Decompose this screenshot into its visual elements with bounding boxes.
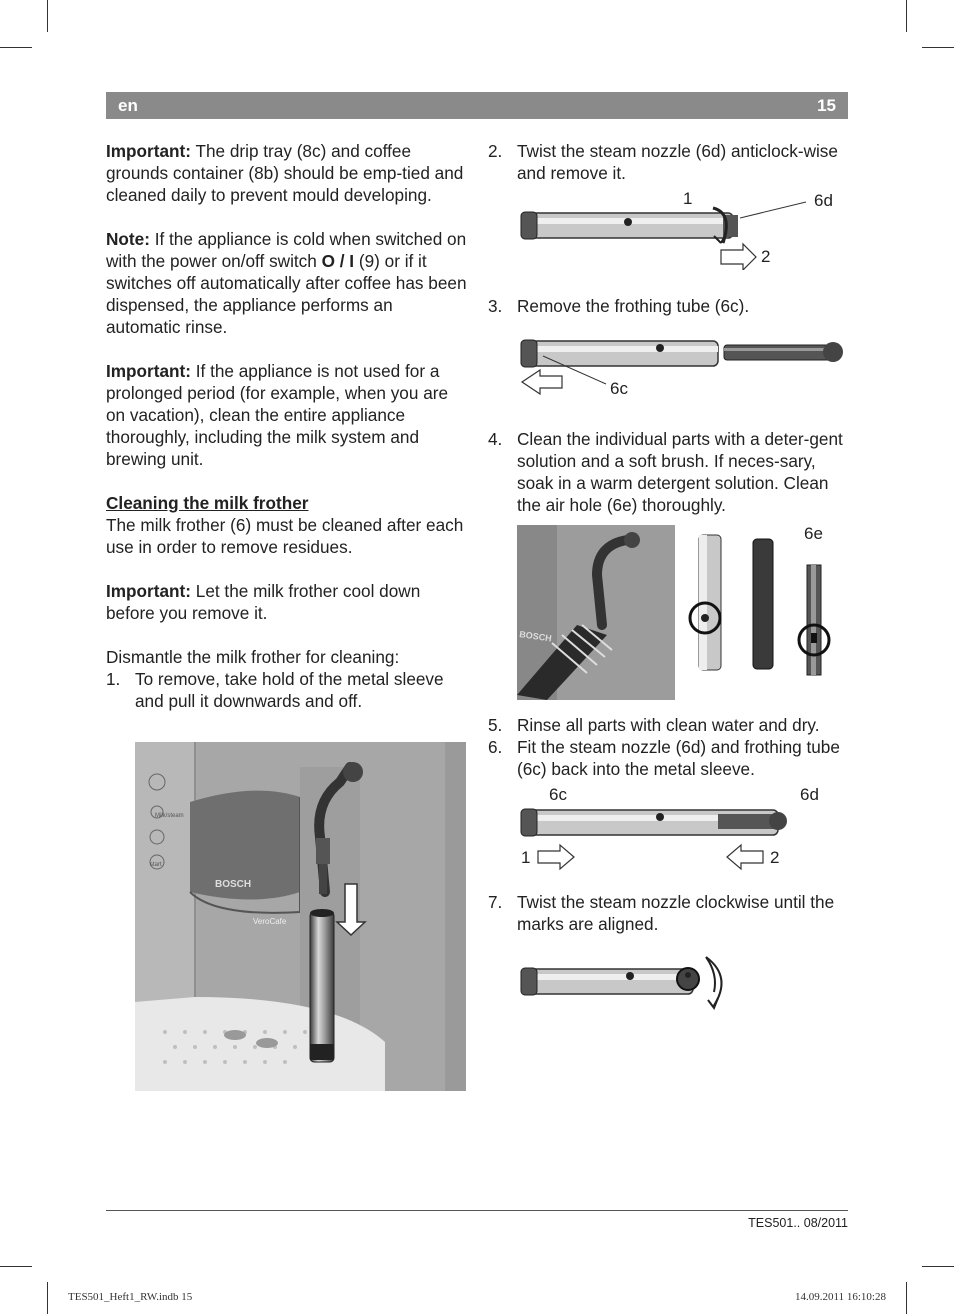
cleaning-parts-figure <box>517 525 848 701</box>
step-text: Remove the frothing tube (6c). <box>517 296 750 316</box>
figure-label: 1 <box>683 189 693 208</box>
print-slug-file: TES501_Heft1_RW.indb 15 <box>68 1291 193 1303</box>
figure-label: 6c <box>549 785 567 804</box>
page-header <box>106 92 848 119</box>
button-label-start: start <box>150 862 162 868</box>
right-column-step7 <box>488 891 848 935</box>
right-column-step5-6 <box>488 714 848 780</box>
crop-mark <box>922 1266 954 1267</box>
step-number: 1. <box>106 669 121 689</box>
crop-mark <box>906 1282 907 1314</box>
step-text: Fit the steam nozzle (6d) and frothing tube (6c) back into the metal sleeve. <box>517 737 840 779</box>
step-text: Twist the steam nozzle clockwise until the marks are aligned. <box>517 892 835 934</box>
step-number: 5. <box>488 715 503 735</box>
crop-mark <box>0 47 32 48</box>
paragraph-text: If the appliance is not used for a prolonged period (for example, when you are on vacation), clean the entire appliance thoroughly, including the milk system and brewing unit. <box>106 361 449 469</box>
important-label: Important: <box>106 361 191 381</box>
print-slug-timestamp: 14.09.2011 16:10:28 <box>795 1291 886 1303</box>
paragraph-text: Let the milk frother cool down before you remove it. <box>106 581 421 623</box>
step-4 <box>488 428 848 516</box>
step-text: To remove, take hold of the metal sleeve and pull it downwards and off. <box>135 669 444 711</box>
step-2 <box>488 140 848 184</box>
paragraph-text: (9) or if it switches off automatically after coffee has been dispensed, the appliance performs an automatic rinse. <box>106 251 467 337</box>
step-number: 3. <box>488 296 503 316</box>
figure-label: 6c <box>610 379 628 398</box>
brand-label: BOSCH <box>518 629 553 644</box>
paragraph-residues: The milk frother (6) must be cleaned after each use in order to remove residues. <box>106 515 464 557</box>
step-number: 6. <box>488 737 503 757</box>
figure-label: 2 <box>770 848 780 867</box>
paragraph-text: The drip tray (8c) and coffee grounds container (8b) should be emp-tied and cleaned daily to prevent mould developing. <box>106 141 464 205</box>
page-number: 15 <box>817 96 836 115</box>
important-not-used <box>106 360 468 470</box>
figure-label: 6e <box>804 524 823 543</box>
important-drip-tray <box>106 140 468 206</box>
step-text: Clean the individual parts with a deter-gent solution and a soft brush. If neces-sary, soak in a warm detergent solution. Clean the air hole (6e) thoroughly. <box>517 429 843 515</box>
figure-label: 2 <box>761 247 771 266</box>
step-1 <box>106 668 468 712</box>
figure-label: 6d <box>814 191 833 210</box>
important-label: Important: <box>106 581 191 601</box>
right-column-step3 <box>488 295 848 317</box>
crop-mark <box>922 47 954 48</box>
figure-label: 1 <box>521 848 531 867</box>
step-text: Rinse all parts with clean water and dry. <box>517 715 820 735</box>
switch-symbol: O / I <box>321 251 355 271</box>
figure-label: 6d <box>800 785 819 804</box>
button-label-milk: Milk/steam <box>155 813 184 819</box>
step-number: 7. <box>488 892 503 912</box>
step-3 <box>488 295 848 317</box>
frothing-tube-figure <box>518 336 848 402</box>
right-column <box>488 140 848 184</box>
note-cold-rinse <box>106 228 468 338</box>
model-date-code: TES501.. 08/2011 <box>748 1216 848 1230</box>
machine-brand: BOSCH <box>215 879 252 890</box>
language-code: en <box>118 96 138 115</box>
footer-rule <box>106 1210 848 1211</box>
crop-mark <box>47 1282 48 1314</box>
step-text: Twist the steam nozzle (6d) anticlock-wise and remove it. <box>517 141 838 183</box>
step-5 <box>488 714 848 736</box>
note-label: Note: <box>106 229 150 249</box>
right-column-step4 <box>488 428 848 516</box>
step-6 <box>488 736 848 780</box>
reassembly-figure <box>518 805 848 871</box>
machine-model: VeroCafe <box>253 917 287 926</box>
important-cool-down <box>106 580 468 624</box>
step-7 <box>488 891 848 935</box>
section-heading: Cleaning the milk frother <box>106 493 309 513</box>
paragraph-text: If the appliance is cold when switched on with the power on/off switch <box>106 229 467 271</box>
important-label: Important: <box>106 141 191 161</box>
step-number: 4. <box>488 429 503 449</box>
crop-mark <box>0 1266 32 1267</box>
step-number: 2. <box>488 141 503 161</box>
dismantle-intro: Dismantle the milk frother for cleaning: <box>106 647 400 667</box>
crop-mark <box>906 0 907 32</box>
left-column <box>106 140 468 712</box>
align-marks-figure <box>518 952 738 1012</box>
machine-illustration <box>135 742 466 1091</box>
crop-mark <box>47 0 48 32</box>
